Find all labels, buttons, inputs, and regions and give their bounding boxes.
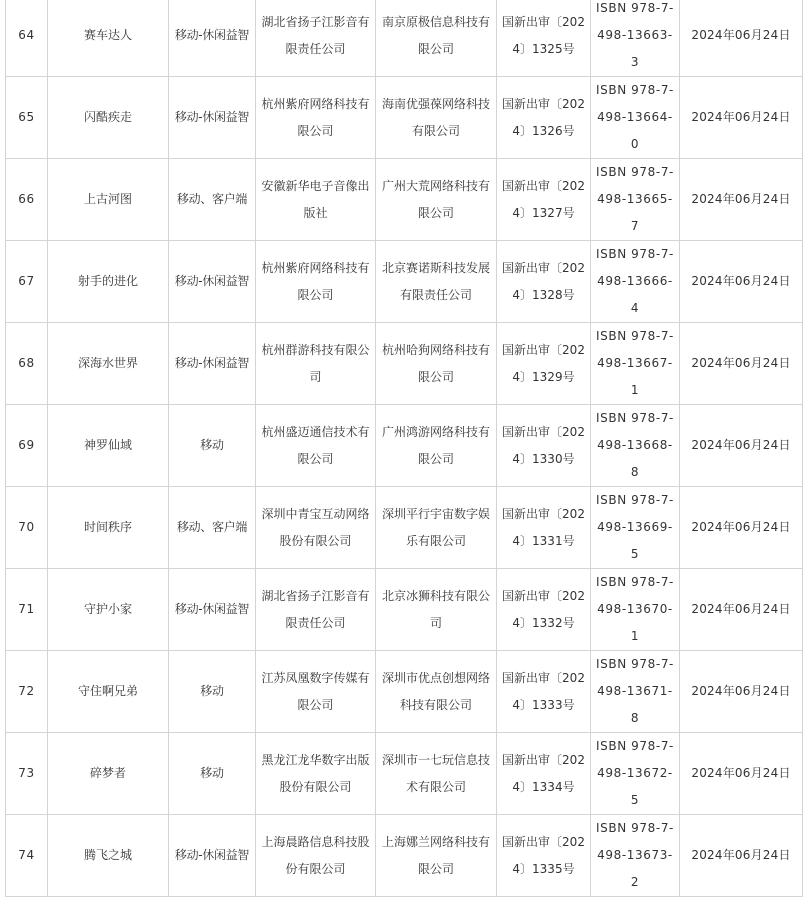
approval-number: 国新出审〔2024〕1327号: [497, 159, 591, 241]
table-row: [6, 651, 803, 733]
publisher: 杭州盛迈通信技术有限公司: [256, 405, 376, 487]
operator: 北京冰狮科技有限公司: [376, 569, 497, 651]
approval-number: 国新出审〔2024〕1329号: [497, 323, 591, 405]
isbn: ISBN 978-7-498-13673-2: [591, 815, 680, 897]
row-number: 64: [6, 0, 48, 77]
row-number: 71: [6, 569, 48, 651]
approval-number: 国新出审〔2024〕1328号: [497, 241, 591, 323]
isbn: ISBN 978-7-498-13669-5: [591, 487, 680, 569]
category: 移动: [169, 405, 256, 487]
approval-number: 国新出审〔2024〕1330号: [497, 405, 591, 487]
game-name: 射手的进化: [48, 241, 169, 323]
publisher: 安徽新华电子音像出版社: [256, 159, 376, 241]
table-row: [6, 487, 803, 569]
category: 移动: [169, 651, 256, 733]
table-row: [6, 815, 803, 897]
row-number: 69: [6, 405, 48, 487]
game-name: 上古河图: [48, 159, 169, 241]
game-name: 时间秩序: [48, 487, 169, 569]
approval-number: 国新出审〔2024〕1333号: [497, 651, 591, 733]
operator: 广州大荒网络科技有限公司: [376, 159, 497, 241]
table-row: [6, 241, 803, 323]
table-row: [6, 159, 803, 241]
approval-date: 2024年06月24日: [680, 77, 803, 159]
game-name: 碎梦者: [48, 733, 169, 815]
approval-date: 2024年06月24日: [680, 241, 803, 323]
table-row: [6, 0, 803, 77]
row-number: 68: [6, 323, 48, 405]
table-row: [6, 733, 803, 815]
table-row: [6, 77, 803, 159]
operator: 南京原极信息科技有限公司: [376, 0, 497, 77]
approval-number: 国新出审〔2024〕1326号: [497, 77, 591, 159]
game-name: 腾飞之城: [48, 815, 169, 897]
isbn: ISBN 978-7-498-13671-8: [591, 651, 680, 733]
approval-date: 2024年06月24日: [680, 0, 803, 77]
game-name: 神罗仙域: [48, 405, 169, 487]
category: 移动-休闲益智: [169, 815, 256, 897]
operator: 深圳市一七玩信息技术有限公司: [376, 733, 497, 815]
approval-date: 2024年06月24日: [680, 323, 803, 405]
category: 移动: [169, 733, 256, 815]
operator: 杭州哈狗网络科技有限公司: [376, 323, 497, 405]
approval-date: 2024年06月24日: [680, 159, 803, 241]
publisher: 上海晨路信息科技股份有限公司: [256, 815, 376, 897]
operator: 广州鸿游网络科技有限公司: [376, 405, 497, 487]
category: 移动-休闲益智: [169, 0, 256, 77]
operator: 海南优强葆网络科技有限公司: [376, 77, 497, 159]
isbn: ISBN 978-7-498-13664-0: [591, 77, 680, 159]
operator: 上海娜兰网络科技有限公司: [376, 815, 497, 897]
row-number: 66: [6, 159, 48, 241]
operator: 北京赛诺斯科技发展有限责任公司: [376, 241, 497, 323]
row-number: 67: [6, 241, 48, 323]
table-row: [6, 569, 803, 651]
table-row: [6, 405, 803, 487]
publisher: 深圳中青宝互动网络股份有限公司: [256, 487, 376, 569]
operator: 深圳平行宇宙数字娱乐有限公司: [376, 487, 497, 569]
isbn: ISBN 978-7-498-13663-3: [591, 0, 680, 77]
isbn: ISBN 978-7-498-13665-7: [591, 159, 680, 241]
operator: 深圳市优点创想网络科技有限公司: [376, 651, 497, 733]
category: 移动-休闲益智: [169, 323, 256, 405]
isbn: ISBN 978-7-498-13666-4: [591, 241, 680, 323]
approval-date: 2024年06月24日: [680, 733, 803, 815]
category: 移动-休闲益智: [169, 569, 256, 651]
category: 移动、客户端: [169, 159, 256, 241]
approval-number: 国新出审〔2024〕1334号: [497, 733, 591, 815]
publisher: 黑龙江龙华数字出版股份有限公司: [256, 733, 376, 815]
approval-date: 2024年06月24日: [680, 815, 803, 897]
isbn: ISBN 978-7-498-13672-5: [591, 733, 680, 815]
approval-date: 2024年06月24日: [680, 651, 803, 733]
category: 移动-休闲益智: [169, 77, 256, 159]
publisher: 湖北省扬子江影音有限责任公司: [256, 569, 376, 651]
game-name: 深海水世界: [48, 323, 169, 405]
game-name: 守护小家: [48, 569, 169, 651]
approval-number: 国新出审〔2024〕1331号: [497, 487, 591, 569]
category: 移动-休闲益智: [169, 241, 256, 323]
approval-number: 国新出审〔2024〕1332号: [497, 569, 591, 651]
publisher: 湖北省扬子江影音有限责任公司: [256, 0, 376, 77]
row-number: 72: [6, 651, 48, 733]
row-number: 73: [6, 733, 48, 815]
approval-date: 2024年06月24日: [680, 487, 803, 569]
game-name: 守住啊兄弟: [48, 651, 169, 733]
approval-number: 国新出审〔2024〕1325号: [497, 0, 591, 77]
isbn: ISBN 978-7-498-13667-1: [591, 323, 680, 405]
game-approval-table: [5, 0, 803, 897]
approval-number: 国新出审〔2024〕1335号: [497, 815, 591, 897]
isbn: ISBN 978-7-498-13668-8: [591, 405, 680, 487]
publisher: 杭州紫府网络科技有限公司: [256, 241, 376, 323]
row-number: 70: [6, 487, 48, 569]
game-name: 赛车达人: [48, 0, 169, 77]
row-number: 74: [6, 815, 48, 897]
category: 移动、客户端: [169, 487, 256, 569]
publisher: 江苏凤凰数字传媒有限公司: [256, 651, 376, 733]
isbn: ISBN 978-7-498-13670-1: [591, 569, 680, 651]
game-name: 闪酷疾走: [48, 77, 169, 159]
publisher: 杭州紫府网络科技有限公司: [256, 77, 376, 159]
row-number: 65: [6, 77, 48, 159]
approval-date: 2024年06月24日: [680, 405, 803, 487]
publisher: 杭州群游科技有限公司: [256, 323, 376, 405]
table-body: [6, 0, 803, 897]
approval-date: 2024年06月24日: [680, 569, 803, 651]
table-row: [6, 323, 803, 405]
